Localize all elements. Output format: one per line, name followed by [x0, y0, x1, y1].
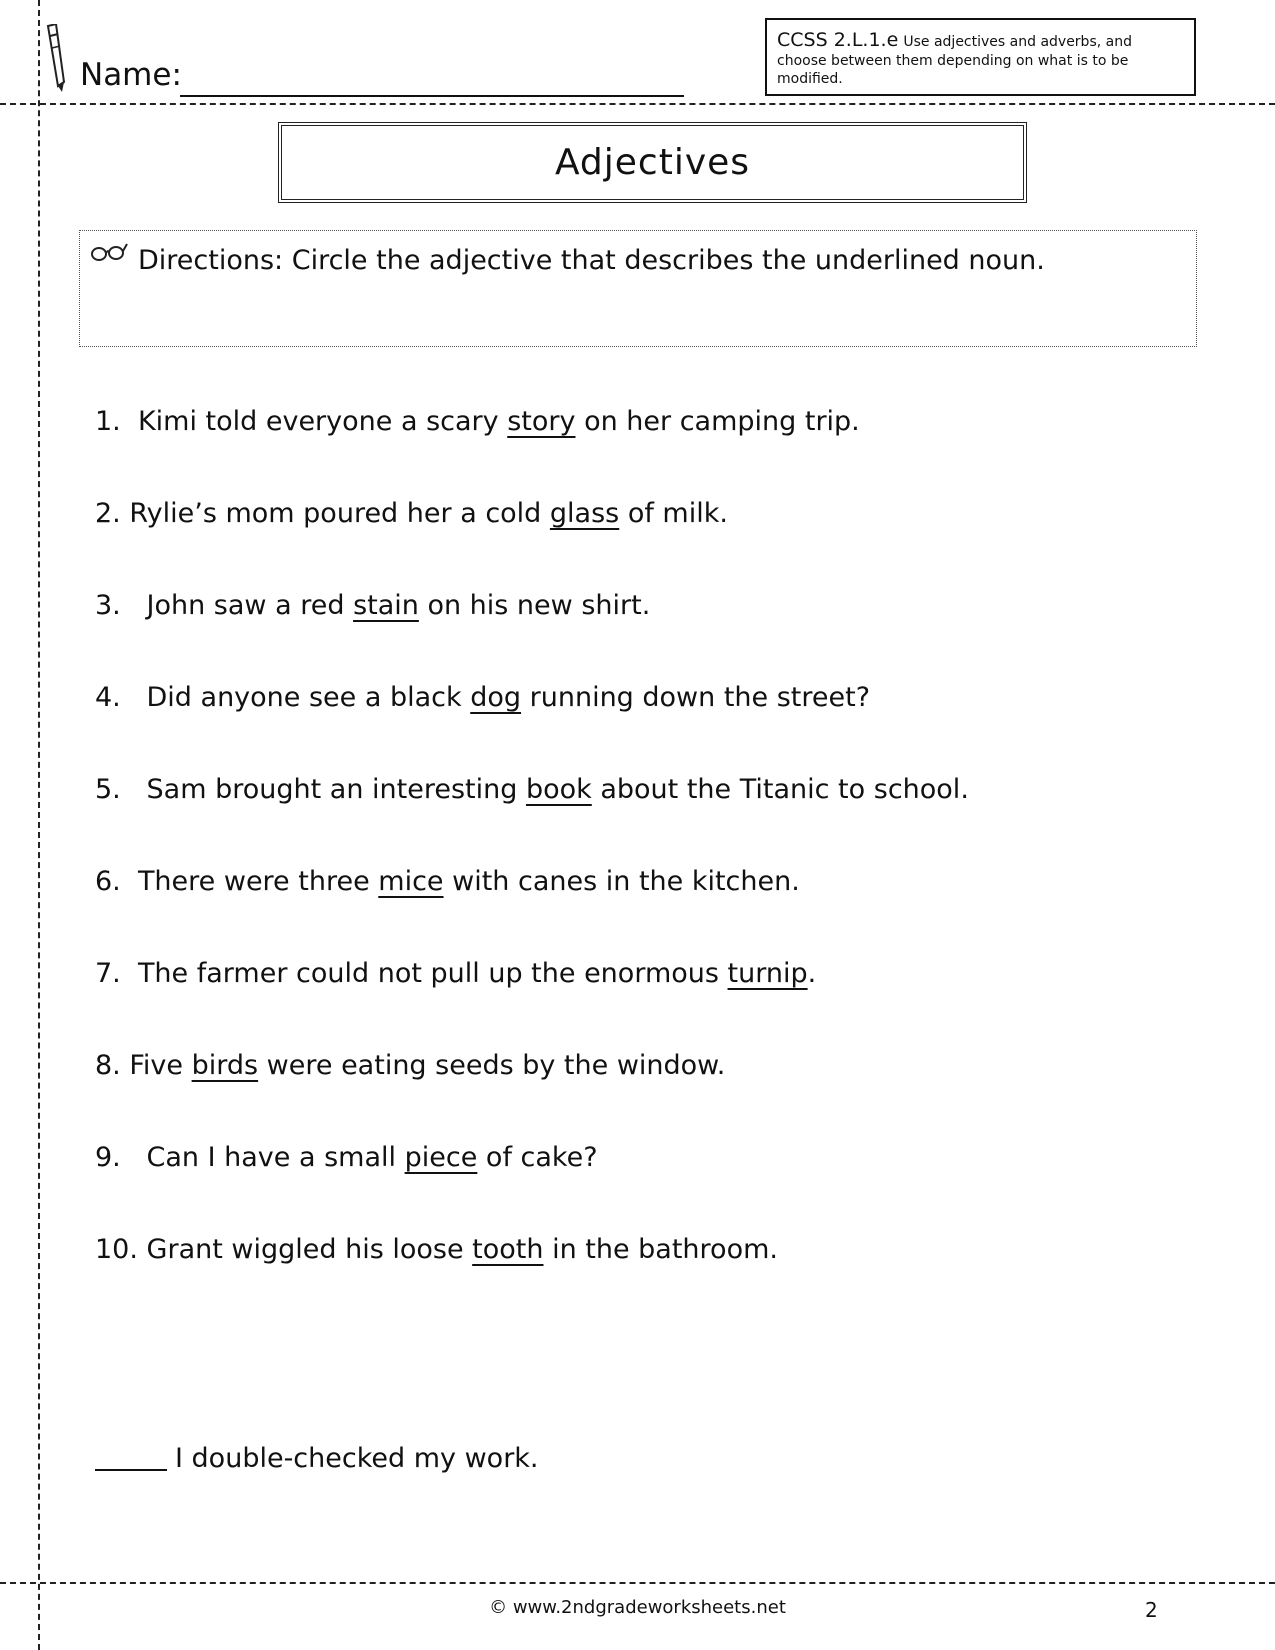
question-3: 3. John saw a red stain on his new shirt. [95, 590, 651, 621]
page-title: Adjectives [554, 142, 751, 183]
question-8: 8. Five birds were eating seeds by the window. [95, 1050, 726, 1081]
top-dash-dot-rule [0, 103, 1275, 105]
directions-box [79, 230, 1197, 347]
name-blank-line[interactable] [180, 95, 684, 97]
question-1: 1. Kimi told everyone a scary story on her camping trip. [95, 406, 860, 437]
standard-box [765, 18, 1196, 96]
underlined-noun[interactable]: glass [549, 498, 620, 529]
underlined-noun[interactable]: tooth [472, 1234, 544, 1265]
copyright-footer: © www.2ndgradeworksheets.net [489, 1597, 786, 1618]
question-7: 7. The farmer could not pull up the enormous turnip. [95, 958, 817, 989]
underlined-noun[interactable]: story [507, 406, 576, 437]
underlined-noun[interactable]: birds [191, 1050, 259, 1081]
question-9: 9. Can I have a small piece of cake? [95, 1142, 598, 1173]
title-box [278, 122, 1027, 203]
pencil-icon [40, 24, 70, 94]
directions-text: Directions: Circle the adjective that describes the underlined noun. [138, 245, 1045, 276]
glasses-icon [90, 241, 128, 263]
question-10: 10. Grant wiggled his loose tooth in the bathroom. [95, 1234, 778, 1265]
name-label: Name: [80, 57, 182, 93]
underlined-noun[interactable]: stain [353, 590, 419, 621]
page-number: 2 [1145, 1598, 1158, 1622]
standard-code: CCSS 2.L.1.e [777, 29, 899, 51]
bottom-dash-dot-rule [0, 1582, 1275, 1584]
underlined-noun[interactable]: turnip [727, 958, 808, 989]
underlined-noun[interactable]: book [525, 774, 592, 805]
question-2: 2. Rylie’s mom poured her a cold glass of milk. [95, 498, 728, 529]
underlined-noun[interactable]: mice [378, 866, 444, 897]
underlined-noun[interactable]: dog [470, 682, 522, 713]
standard-text: Use adjectives and adverbs, and choose between them depending on what is to be modified. [777, 34, 1132, 88]
left-dash-dot-rule [38, 0, 40, 1650]
underlined-noun[interactable]: piece [404, 1142, 478, 1173]
question-5: 5. Sam brought an interesting book about the Titanic to school. [95, 774, 969, 805]
check-text: I double-checked my work. [175, 1443, 539, 1474]
check-blank-line[interactable] [95, 1469, 167, 1471]
question-4: 4. Did anyone see a black dog running down the street? [95, 682, 871, 713]
question-6: 6. There were three mice with canes in the kitchen. [95, 866, 800, 897]
